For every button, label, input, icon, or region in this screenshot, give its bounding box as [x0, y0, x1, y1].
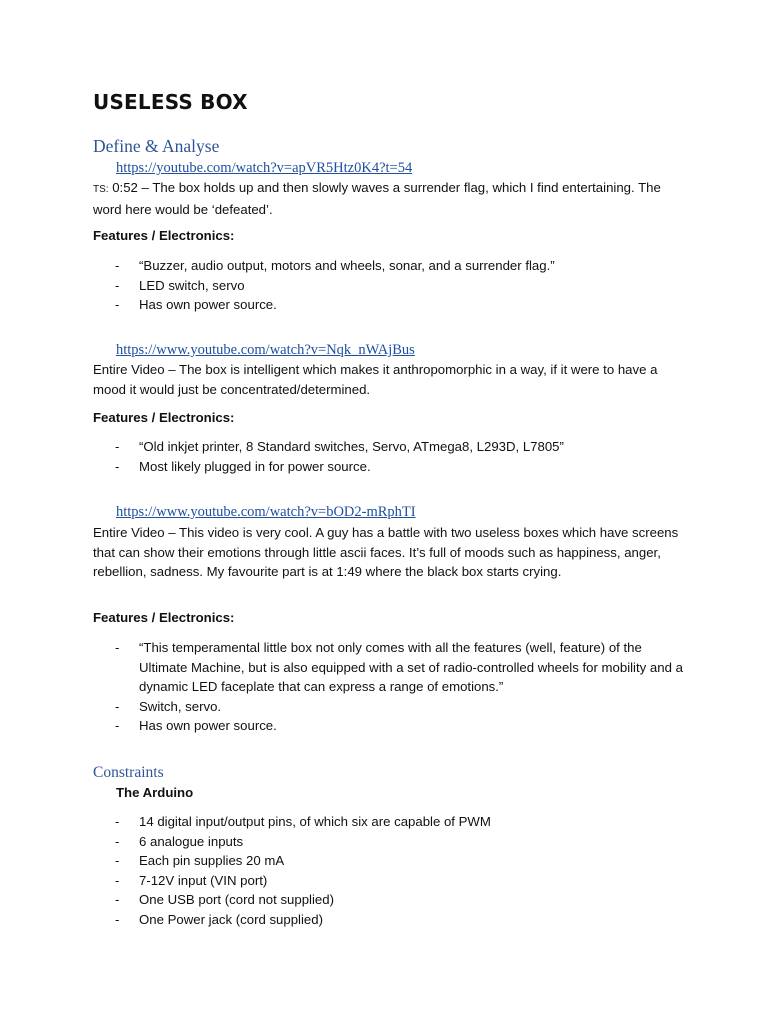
- list-item: [93, 890, 683, 910]
- arduino-label: The Arduino: [116, 785, 194, 800]
- list-item-text: LED switch, servo: [139, 277, 245, 293]
- features-label-2: Features / Electronics:: [93, 410, 235, 425]
- list-item-text: 14 digital input/output pins, of which six are capable of PWM: [139, 814, 491, 829]
- bullet-dash: -: [115, 872, 120, 888]
- list-item: [93, 832, 683, 852]
- bullet-dash: -: [115, 833, 120, 849]
- bullet-dash: -: [115, 853, 120, 868]
- constraints-heading: Constraints: [93, 764, 164, 781]
- bullet-dash: -: [115, 297, 120, 312]
- list-item-text: One USB port (cord not supplied): [139, 892, 334, 907]
- list-item: [93, 457, 683, 477]
- bullet-dash: -: [115, 458, 120, 474]
- list-item-text: “This temperamental little box not only comes with all the features (well, feature) of the Ultimate Machine, but is also equipped with a set of radio-controlled wheels for mobility and a dynamic LED faceplate that can express a range of emotions.”: [139, 640, 683, 694]
- list-item: [93, 910, 683, 930]
- bullet-dash: -: [115, 277, 120, 293]
- list-item: [93, 256, 683, 276]
- bullet-dash: -: [115, 640, 120, 655]
- list-item: [93, 295, 683, 315]
- list-item: [93, 716, 683, 736]
- list-item-text: Each pin supplies 20 mA: [139, 853, 285, 868]
- list-item-text: “Old inkjet printer, 8 Standard switches, Servo, ATmega8, L293D, L7805”: [139, 439, 564, 454]
- list-item-text: One Power jack (cord supplied): [139, 911, 323, 927]
- list-item-text: 7-12V input (VIN port): [139, 872, 268, 888]
- video-1-description-text: 0:52 – The box holds up and then slowly waves a surrender flag, which I find entertaining. The word here would be ‘defeated’.: [93, 180, 661, 217]
- list-item: [93, 851, 683, 871]
- video-1-description: [93, 178, 683, 219]
- features-list-3: [93, 638, 683, 736]
- bullet-dash: -: [115, 814, 120, 829]
- list-item-text: Switch, servo.: [139, 698, 222, 714]
- list-item-text: “Buzzer, audio output, motors and wheels, sonar, and a surrender flag.”: [139, 258, 555, 273]
- bullet-dash: -: [115, 911, 120, 927]
- bullet-dash: -: [115, 718, 120, 733]
- bullet-dash: -: [115, 892, 120, 907]
- bullet-dash: -: [115, 439, 120, 454]
- features-list-2: [93, 437, 683, 476]
- video-link-3[interactable]: https://www.youtube.com/watch?v=bOD2-mRphTI: [116, 504, 416, 520]
- features-label-3: Features / Electronics:: [93, 610, 235, 625]
- features-list-1: [93, 256, 683, 315]
- video-link-1[interactable]: https://youtube.com/watch?v=apVR5Htz0K4?t=54: [116, 160, 413, 176]
- list-item: [93, 871, 683, 891]
- video-link-2[interactable]: https://www.youtube.com/watch?v=Nqk_nWAjBus: [116, 342, 415, 358]
- list-item-text: 6 analogue inputs: [139, 833, 244, 849]
- define-analyse-heading: Define & Analyse: [93, 136, 220, 156]
- list-item: [93, 697, 683, 717]
- video-2-description: Entire Video – The box is intelligent which makes it anthropomorphic in a way, if it were to have a mood it would just be concentrated/determined.: [93, 362, 658, 397]
- list-item: [93, 276, 683, 296]
- video-3-description: Entire Video – This video is very cool. A guy has a battle with two useless boxes which have screens that can show their emotions through little ascii faces. It’s full of moods such as happiness, anger, rebellion, sadness. My favourite part is at 1:49 where the black box starts crying.: [93, 525, 679, 579]
- bullet-dash: -: [115, 698, 120, 714]
- arduino-list: [93, 812, 683, 929]
- document-title: USELESS BOX: [93, 90, 248, 114]
- timestamp-label: TS:: [93, 184, 109, 195]
- list-item: [93, 437, 683, 457]
- list-item-text: Has own power source.: [139, 718, 277, 733]
- bullet-dash: -: [115, 258, 120, 273]
- list-item: [93, 638, 683, 697]
- list-item: [93, 812, 683, 832]
- features-label-1: Features / Electronics:: [93, 228, 235, 243]
- list-item-text: Most likely plugged in for power source.: [139, 458, 371, 474]
- list-item-text: Has own power source.: [139, 297, 277, 312]
